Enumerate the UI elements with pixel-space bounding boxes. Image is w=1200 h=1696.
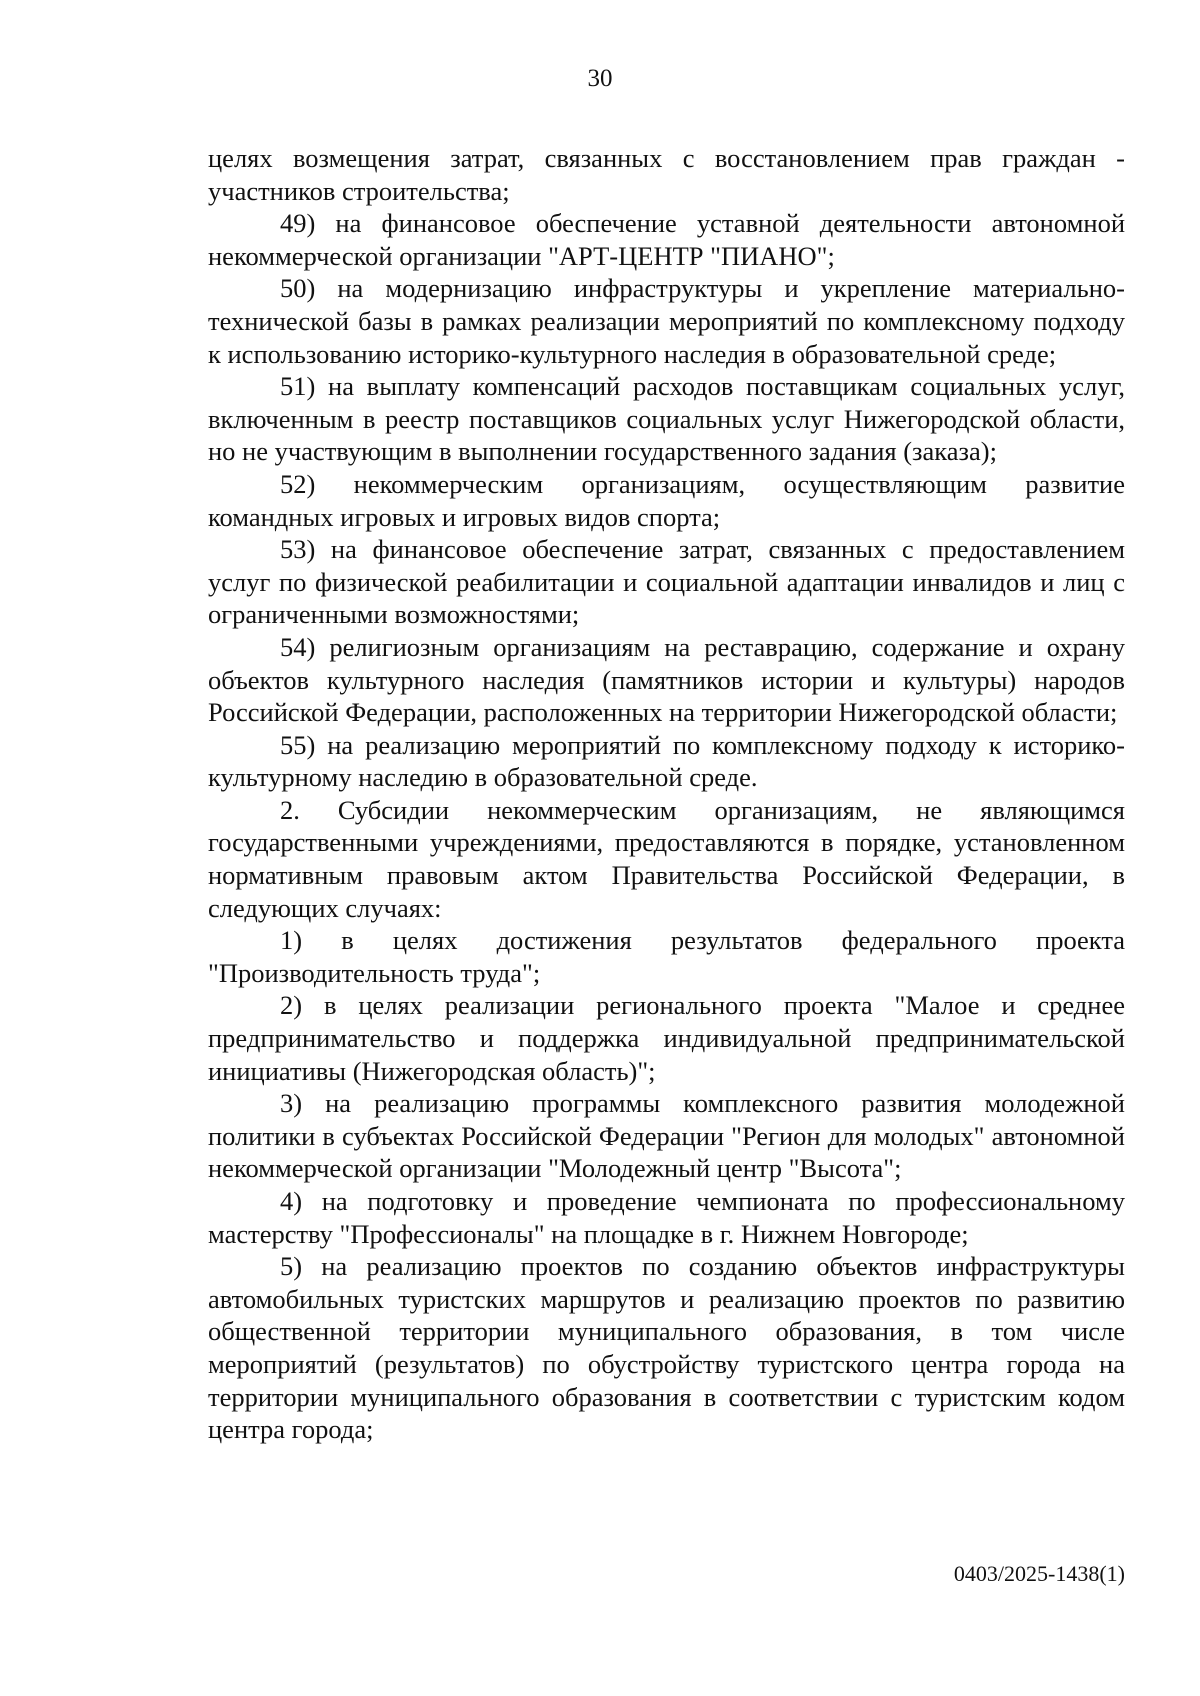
list-item-54: 54) религиозным организациям на реставрацию, содержание и охрану объектов культурного наследия (памятников истории и культуры) народов Российской Федерации, расположенных на территории Нижегородской области; bbox=[208, 631, 1125, 728]
list-item-55: 55) на реализацию мероприятий по комплексному подходу к историко-культурному наследию в образовательной среде. bbox=[208, 729, 1125, 793]
list-item-4: 4) на подготовку и проведение чемпионата по профессиональному мастерству "Профессионалы" на площадке в г. Нижнем Новгороде; bbox=[208, 1186, 1125, 1249]
list-item-51: 51) на выплату компенсаций расходов поставщикам социальных услуг, включенным в реестр поставщиков социальных услуг Нижегородской области, но не участвующим в выполнении государственного задания (заказа); bbox=[208, 371, 1125, 467]
page-number: 30 bbox=[587, 65, 613, 92]
section-2-paragraph: 2. Субсидии некоммерческим организациям, не являющимся государственными учреждениями, предоставляются в порядке, установленном нормативным правовым актом Правительства Российской Федерации, в следующих случаях: bbox=[208, 794, 1125, 923]
document-body bbox=[208, 142, 1125, 1446]
list-item-52: 52) некоммерческим организациям, осуществляющим развитие командных игровых и игровых видов спорта; bbox=[208, 468, 1125, 532]
list-item-2: 2) в целях реализации регионального проекта "Малое и среднее предпринимательство и поддержка индивидуальной предпринимательской инициативы (Нижегородская область)"; bbox=[208, 990, 1125, 1086]
document-code: 0403/2025-1438(1) bbox=[953, 1561, 1125, 1586]
list-item-3: 3) на реализацию программы комплексного развития молодежной политики в субъектах Российской Федерации "Регион для молодых" автономной некоммерческой организации "Молодежный центр "Высота"; bbox=[208, 1088, 1125, 1184]
list-item-50: 50) на модернизацию инфраструктуры и укрепление материально-технической базы в рамках реализации мероприятий по комплексному подходу к использованию историко-культурного наследия в образовательной среде; bbox=[208, 273, 1125, 369]
list-item-53: 53) на финансовое обеспечение затрат, связанных с предоставлением услуг по физической реабилитации и социальной адаптации инвалидов и лиц с ограниченными возможностями; bbox=[208, 534, 1125, 630]
paragraph-continuation: целях возмещения затрат, связанных с восстановлением прав граждан - участников строительства; bbox=[208, 143, 1125, 206]
list-item-49: 49) на финансовое обеспечение уставной деятельности автономной некоммерческой организации "АРТ-ЦЕНТР "ПИАНО"; bbox=[208, 208, 1125, 271]
list-item-1: 1) в целях достижения результатов федерального проекта "Производительность труда"; bbox=[208, 925, 1125, 988]
list-item-5: 5) на реализацию проектов по созданию объектов инфраструктуры автомобильных туристских маршрутов и реализацию проектов по развитию общественной территории муниципального образования, в том числе мероприятий (результатов) по обустройству туристского центра города на территории муниципального образования в соответствии с туристским кодом центра города; bbox=[208, 1251, 1125, 1445]
